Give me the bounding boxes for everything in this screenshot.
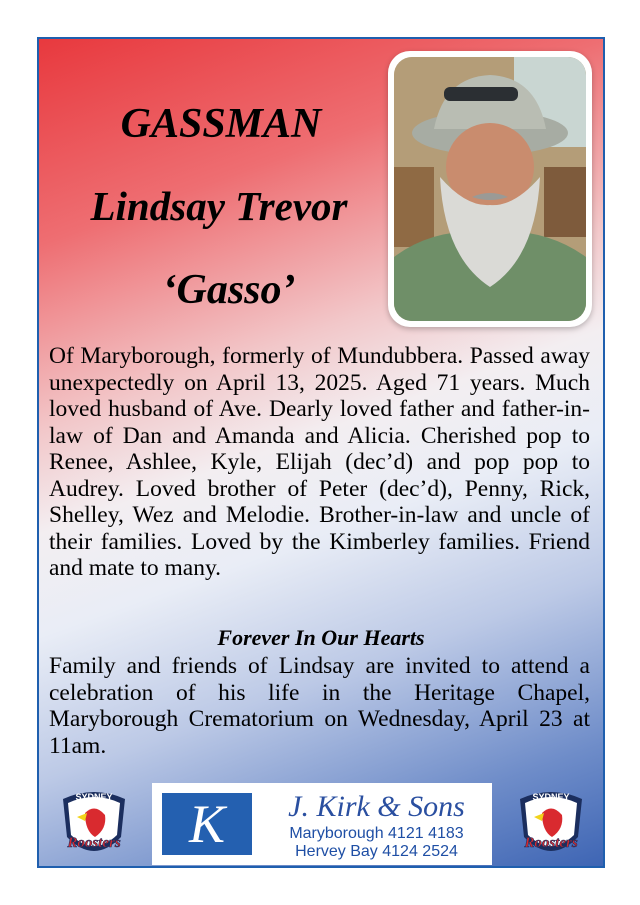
roosters-shield-icon <box>55 785 133 865</box>
kirk-monogram-logo <box>162 793 252 855</box>
footer-banner <box>39 779 603 866</box>
roosters-logo-right <box>512 785 590 865</box>
logo-bottom-text: Roosters <box>524 835 578 851</box>
roosters-shield-icon <box>512 785 590 865</box>
portrait-illustration <box>394 57 586 321</box>
obituary-paragraph: Of Maryborough, formerly of Mundubbera. Passed away unexpectedly on April 13, 2025. Aged 71 years. Much loved husband of Ave. Dearly loved father and father-in-law of Dan and Amanda and Alicia. Cherished pop to Renee, Ashlee, Kyle, Elijah (dec’d) and pop pop to Audrey. Loved brother of Peter (dec’d), Penny, Rick, Shelley, Wez and Melodie. Brother-in-law and uncle of their families. Loved by the Kimberley families. Friend and mate to many. <box>49 343 590 581</box>
funeral-director-ad <box>152 783 492 865</box>
surname-heading: GASSMAN <box>120 101 322 147</box>
monogram-letter: K <box>188 794 226 854</box>
given-names-heading: Lindsay Trevor <box>90 183 348 229</box>
motto-text: Forever In Our Hearts <box>217 625 425 650</box>
portrait-frame <box>388 51 592 327</box>
portrait-photo <box>394 57 586 321</box>
logo-bottom-text: Roosters <box>67 835 121 851</box>
maryborough-phone: Maryborough 4121 4183 <box>289 825 464 842</box>
logo-top-text: SYDNEY <box>532 792 570 802</box>
hervey-bay-phone: Hervey Bay 4124 2524 <box>295 843 458 860</box>
roosters-logo-left <box>55 785 133 865</box>
logo-top-text: SYDNEY <box>75 792 113 802</box>
nickname-heading: ‘Gasso’ <box>162 267 296 313</box>
death-notice-card <box>37 37 605 868</box>
funeral-director-name: J. Kirk & Sons <box>288 790 465 823</box>
service-details-paragraph: Family and friends of Lindsay are invited to attend a celebration of his life in the Heritage Chapel, Maryborough Crematorium on Wednesday, April 23 at 11am. <box>49 653 590 759</box>
